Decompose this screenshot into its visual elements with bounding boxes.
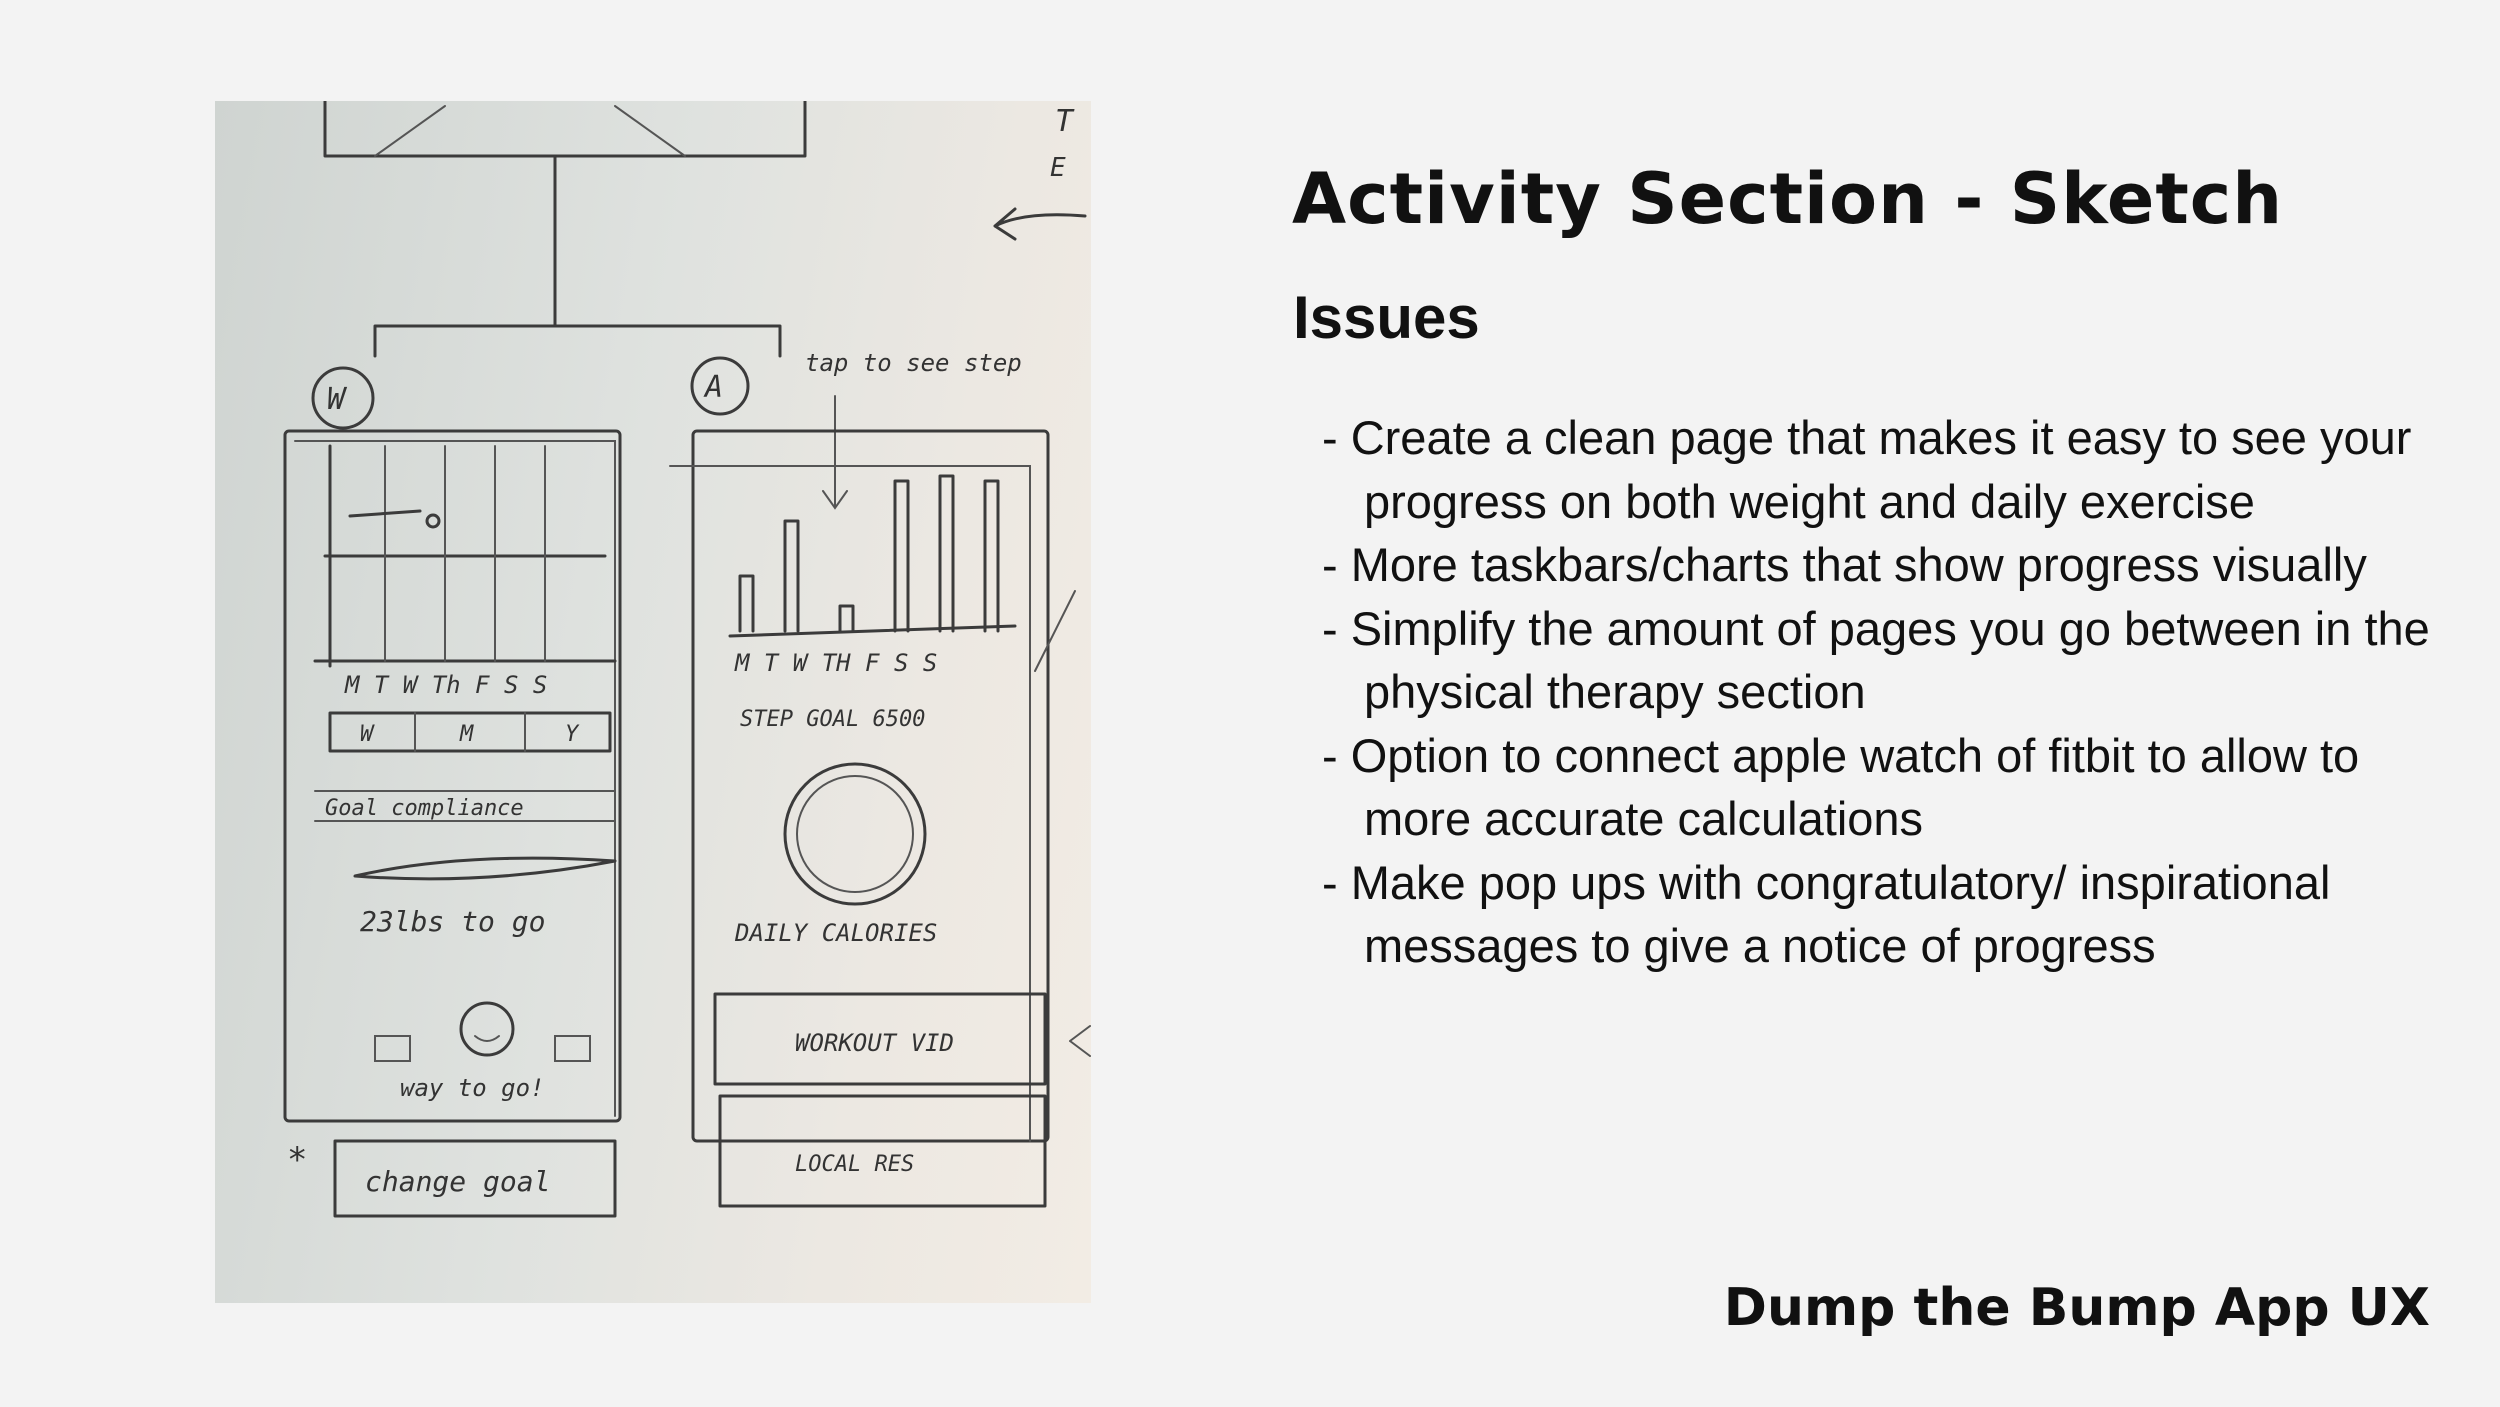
- issue-item: - Simplify the amount of pages you go between in the physical therapy section: [1322, 601, 2430, 718]
- svg-text:*: *: [287, 1140, 308, 1180]
- local-res: LOCAL RES: [795, 1152, 915, 1177]
- issue-item: - Make pop ups with congratulatory/ inspirational messages to give a notice of progress: [1322, 855, 2331, 972]
- svg-text:T: T: [1055, 104, 1074, 139]
- change-goal-button: change goal: [365, 1165, 551, 1198]
- issue-item: - More taskbars/charts that show progress visually: [1322, 538, 2367, 591]
- right-badge: A: [705, 370, 724, 405]
- lbs-to-go: 23lbs to go: [360, 905, 546, 938]
- daily-calories: DAILY CALORIES: [735, 919, 938, 947]
- goal-compliance-label: Goal compliance: [325, 796, 524, 821]
- toggle-w: W: [360, 722, 374, 747]
- toggle-m: M: [460, 722, 474, 747]
- issue-item: - Create a clean page that makes it easy to see your progress on both weight and daily exercise: [1322, 411, 2412, 528]
- issues-heading: Issues: [1293, 284, 1480, 351]
- left-days: M T W Th F S S: [345, 671, 548, 699]
- tap-note: tap to see step: [805, 349, 1022, 377]
- step-goal: STEP GOAL 6500: [740, 707, 926, 732]
- wireframe-sketch-photo: [215, 101, 1091, 1303]
- workout-vid: WORKOUT VID: [795, 1029, 954, 1057]
- issue-item: - Option to connect apple watch of fitbit to allow to more accurate calculations: [1322, 728, 2360, 845]
- way-to-go: way to go!: [400, 1074, 545, 1102]
- issues-list: [1322, 406, 2442, 978]
- toggle-y: Y: [565, 722, 579, 747]
- slide-title: Activity Section - Sketch: [1292, 158, 2284, 240]
- left-badge: W: [327, 382, 346, 417]
- svg-text:E: E: [1050, 153, 1066, 183]
- sketch-drawing: [215, 101, 1091, 1303]
- right-days: M T W TH F S S: [735, 649, 938, 677]
- footer-brand: Dump the Bump App UX: [1723, 1278, 2430, 1338]
